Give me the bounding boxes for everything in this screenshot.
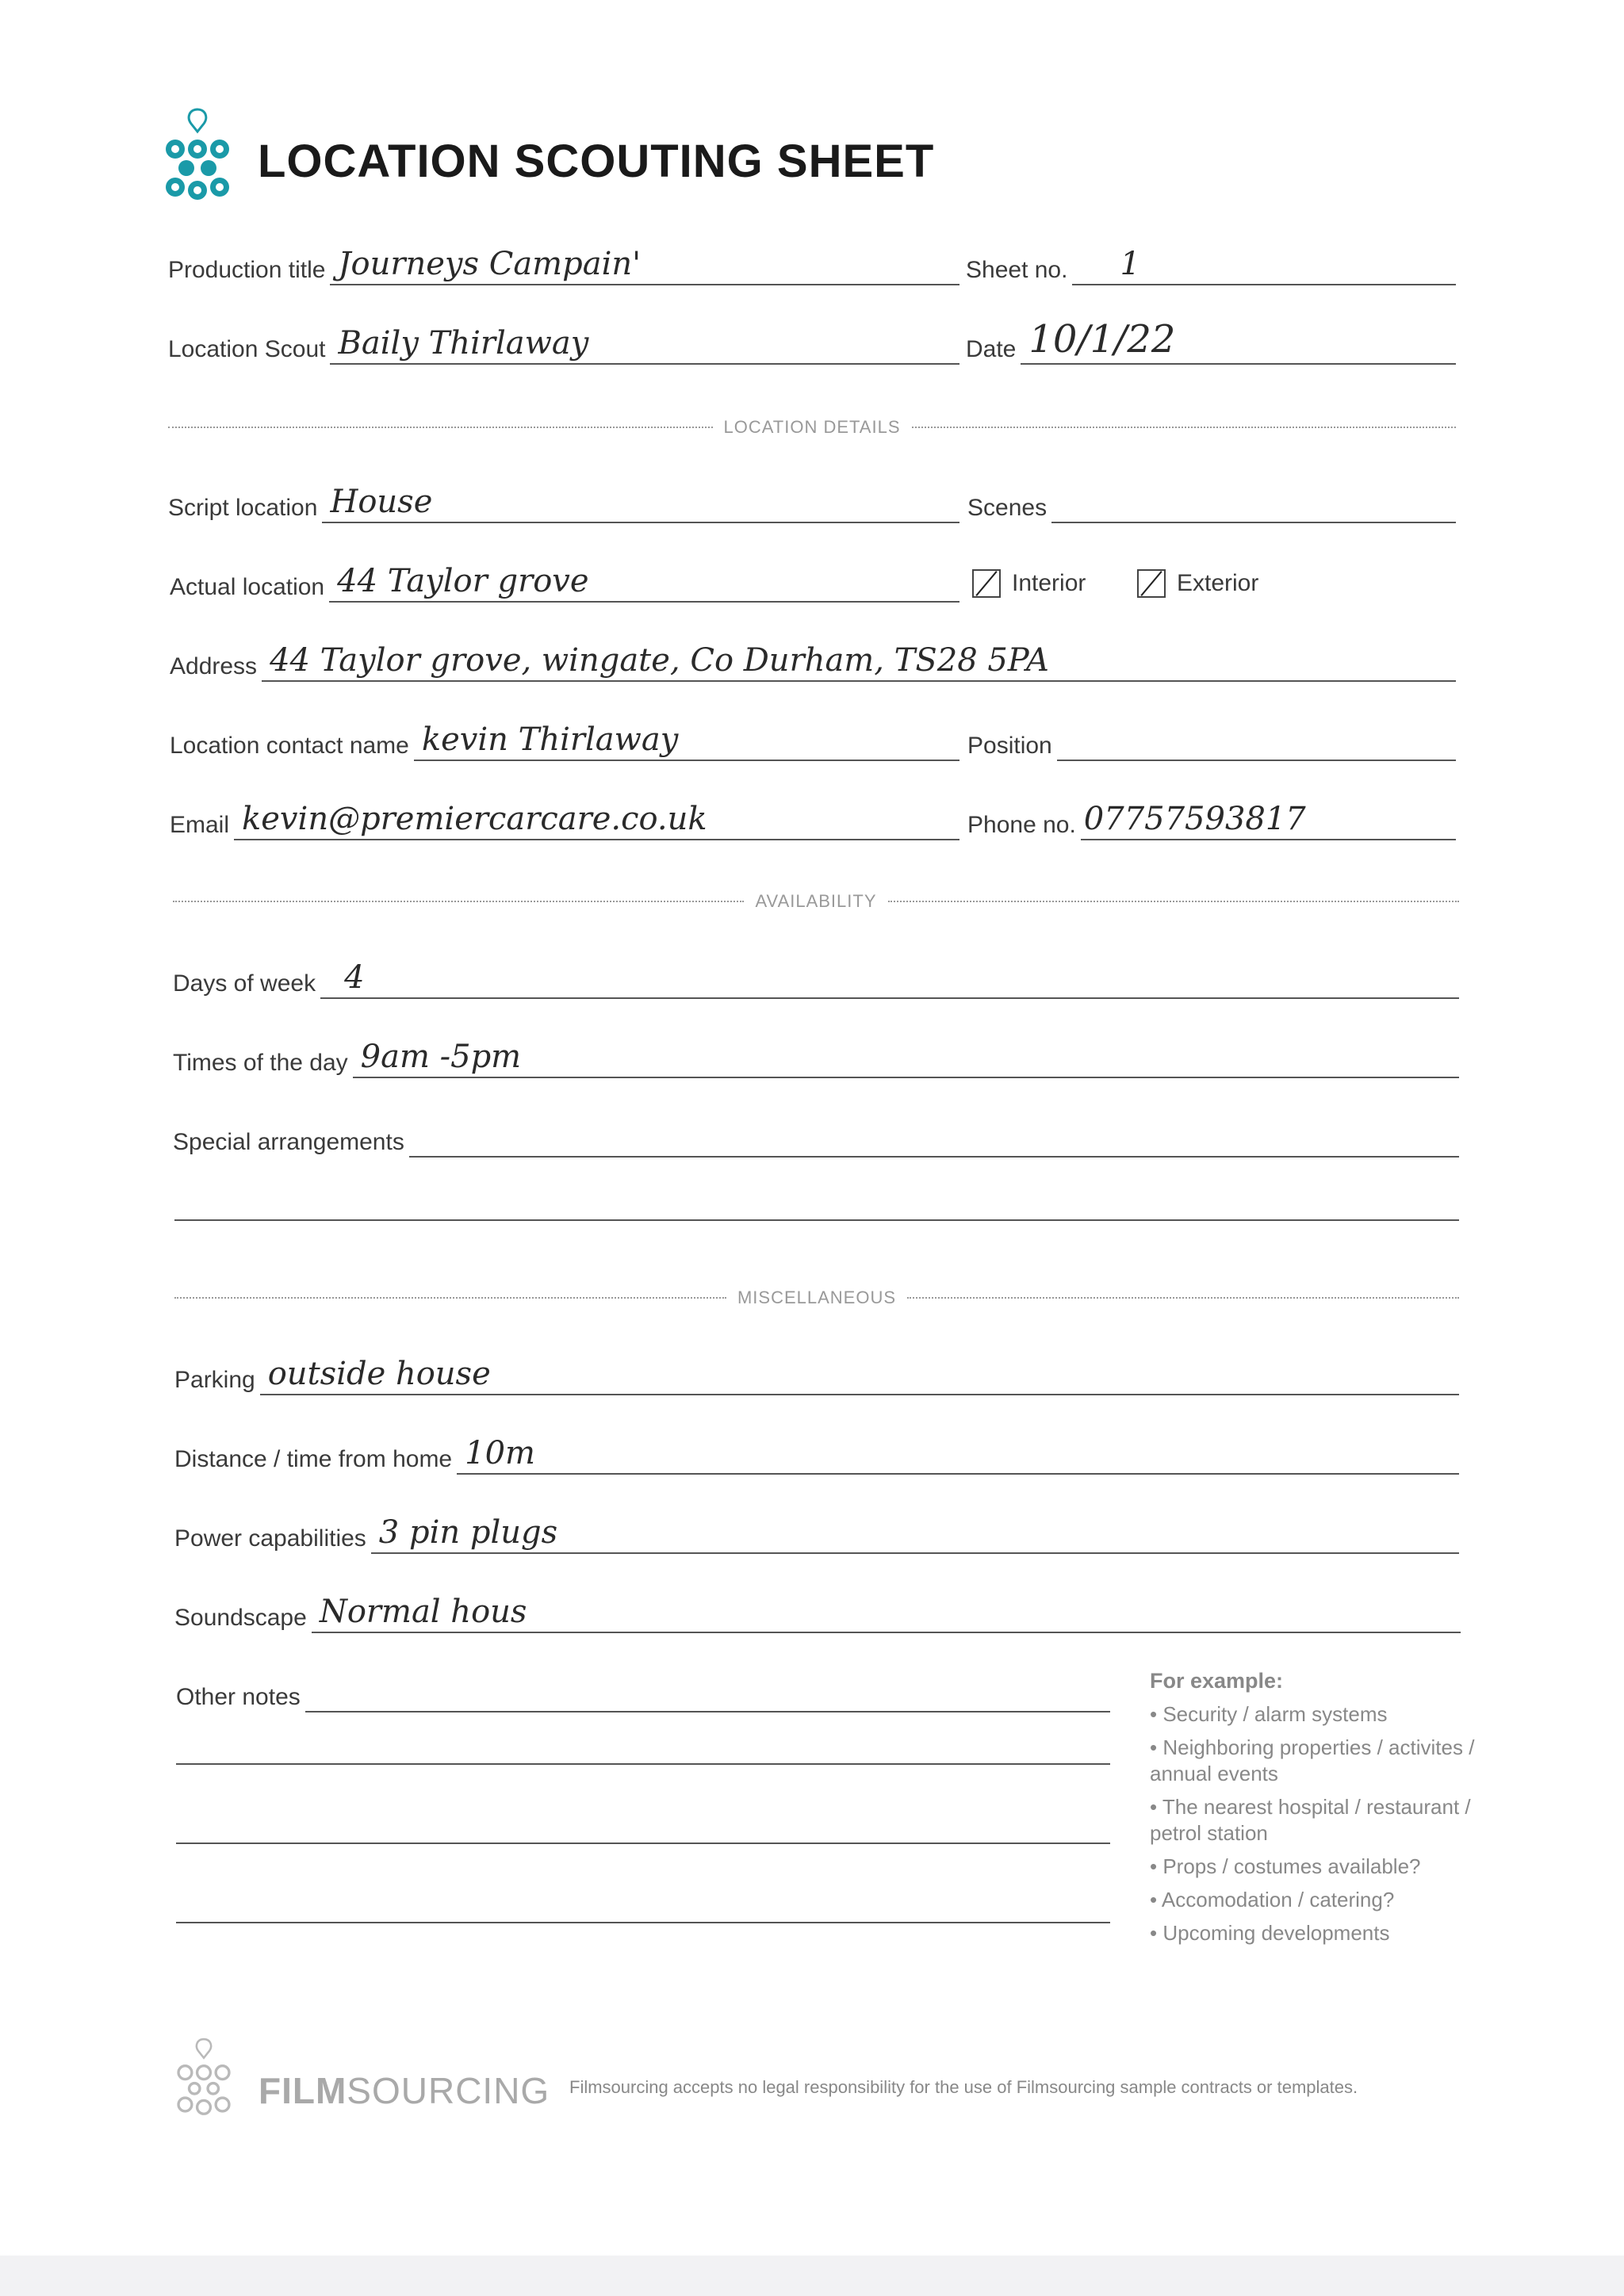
contact-name-label: Location contact name xyxy=(170,733,409,759)
production-title-row xyxy=(168,238,959,285)
other-notes-line-3[interactable] xyxy=(176,1843,1110,1844)
examples-heading: For example: xyxy=(1150,1669,1284,1693)
example-item: • Security / alarm systems xyxy=(1150,1702,1388,1726)
exterior-label: Exterior xyxy=(1177,570,1259,596)
example-item: • Accomodation / catering? xyxy=(1150,1888,1395,1911)
contact-name-field[interactable] xyxy=(414,714,959,761)
miscellaneous-divider xyxy=(174,1286,1459,1310)
days-of-week-field[interactable] xyxy=(320,951,1459,999)
sheet-no-value: 1 xyxy=(1120,246,1140,282)
date-label: Date xyxy=(966,336,1017,362)
phone-label: Phone no. xyxy=(967,812,1076,838)
distance-label: Distance / time from home xyxy=(174,1446,453,1472)
soundscape-value: Normal hous xyxy=(319,1594,527,1630)
availability-divider xyxy=(173,890,1459,913)
script-location-label: Script location xyxy=(168,495,318,521)
power-field[interactable] xyxy=(371,1506,1459,1554)
actual-location-field[interactable] xyxy=(329,555,959,603)
days-of-week-label: Days of week xyxy=(173,970,316,997)
parking-field[interactable] xyxy=(260,1348,1459,1395)
distance-row xyxy=(174,1427,1459,1475)
phone-field[interactable] xyxy=(1081,793,1456,840)
example-item: • The nearest hospital / restaurant / petrol station xyxy=(1150,1795,1471,1845)
position-row xyxy=(967,714,1456,761)
scenes-label: Scenes xyxy=(967,495,1048,521)
location-scout-row xyxy=(168,317,959,365)
script-location-row xyxy=(168,476,959,523)
location-details-divider xyxy=(168,415,1456,439)
interior-label: Interior xyxy=(1012,570,1086,596)
location-scout-value: Baily Thirlaway xyxy=(338,325,589,362)
days-of-week-row xyxy=(173,951,1459,999)
power-value: 3 pin plugs xyxy=(378,1514,558,1551)
availability-heading: AVAILABILITY xyxy=(755,891,877,911)
other-notes-line-2[interactable] xyxy=(176,1763,1110,1765)
exterior-checkbox[interactable] xyxy=(1137,569,1258,598)
parking-value: outside house xyxy=(267,1356,491,1392)
scenes-row xyxy=(967,476,1456,523)
parking-row xyxy=(174,1348,1459,1395)
interior-check-mark xyxy=(972,569,1001,598)
days-of-week-value: 4 xyxy=(344,959,365,996)
email-label: Email xyxy=(170,812,230,838)
miscellaneous-heading: MISCELLANEOUS xyxy=(737,1288,897,1307)
date-row xyxy=(966,317,1456,365)
contact-name-value: kevin Thirlaway xyxy=(421,721,679,758)
footer-disclaimer: Filmsourcing accepts no legal responsibility for the use of Filmsourcing sample contracts or templates. xyxy=(569,2077,1358,2097)
distance-value: 10m xyxy=(465,1435,535,1471)
scan-edge xyxy=(0,2256,1624,2296)
example-item: • Neighboring properties / activites / annual events xyxy=(1150,1735,1475,1785)
times-of-day-label: Times of the day xyxy=(173,1050,348,1076)
examples-box xyxy=(1150,1669,1483,1954)
address-label: Address xyxy=(170,653,258,679)
soundscape-row xyxy=(174,1586,1461,1633)
location-scout-field[interactable] xyxy=(330,317,959,365)
actual-location-value: 44 Taylor grove xyxy=(337,563,589,599)
address-row xyxy=(170,634,1456,682)
position-field[interactable] xyxy=(1057,714,1456,761)
example-item: • Props / costumes available? xyxy=(1150,1854,1421,1878)
footer-brand-light: SOURCING xyxy=(347,2070,550,2111)
footer-brand xyxy=(259,2069,550,2112)
special-arrangements-field[interactable] xyxy=(409,1110,1459,1158)
phone-row xyxy=(967,793,1456,840)
production-title-label: Production title xyxy=(168,257,326,283)
special-arrangements-line-2[interactable] xyxy=(174,1219,1459,1221)
scenes-field[interactable] xyxy=(1051,476,1456,523)
email-row xyxy=(170,793,959,840)
footer-brand-bold: FILM xyxy=(259,2070,347,2111)
other-notes-line-4[interactable] xyxy=(176,1922,1110,1923)
filmsourcing-logo-icon xyxy=(163,108,232,201)
position-label: Position xyxy=(967,733,1052,759)
soundscape-label: Soundscape xyxy=(174,1605,307,1631)
other-notes-label: Other notes xyxy=(176,1684,301,1710)
other-notes-field[interactable] xyxy=(305,1665,1110,1712)
email-field[interactable] xyxy=(234,793,959,840)
interior-checkbox[interactable] xyxy=(972,569,1086,598)
power-label: Power capabilities xyxy=(174,1525,366,1552)
contact-name-row xyxy=(170,714,959,761)
times-of-day-row xyxy=(173,1031,1459,1078)
special-arrangements-label: Special arrangements xyxy=(173,1129,404,1155)
date-field[interactable] xyxy=(1021,317,1456,365)
address-value: 44 Taylor grove, wingate, Co Durham, TS28 5PA xyxy=(270,642,1049,679)
production-title-field[interactable] xyxy=(330,238,959,285)
phone-value: 07757593817 xyxy=(1083,801,1306,837)
production-title-value: Journeys Campain' xyxy=(338,246,642,282)
special-arrangements-row xyxy=(173,1110,1459,1158)
example-item: • Upcoming developments xyxy=(1150,1921,1390,1945)
parking-label: Parking xyxy=(174,1367,255,1393)
sheet-no-row xyxy=(966,238,1456,285)
distance-field[interactable] xyxy=(457,1427,1459,1475)
location-scout-label: Location Scout xyxy=(168,336,326,362)
other-notes-row xyxy=(176,1665,1110,1712)
power-row xyxy=(174,1506,1459,1554)
times-of-day-field[interactable] xyxy=(353,1031,1459,1078)
script-location-field[interactable] xyxy=(322,476,959,523)
email-value: kevin@premiercarcare.co.uk xyxy=(242,801,707,837)
sheet-no-field[interactable] xyxy=(1072,238,1456,285)
page-title: LOCATION SCOUTING SHEET xyxy=(258,136,935,187)
actual-location-row xyxy=(170,555,959,603)
date-value: 10/1/22 xyxy=(1028,317,1176,362)
location-details-heading: LOCATION DETAILS xyxy=(723,417,901,437)
footer-logo-icon xyxy=(174,2038,233,2117)
soundscape-field[interactable] xyxy=(312,1586,1461,1633)
actual-location-label: Actual location xyxy=(170,574,325,600)
script-location-value: House xyxy=(330,484,433,520)
times-of-day-value: 9am -5pm xyxy=(360,1039,522,1075)
exterior-check-mark xyxy=(1137,569,1166,598)
address-field[interactable] xyxy=(262,634,1456,682)
sheet-no-label: Sheet no. xyxy=(966,257,1068,283)
